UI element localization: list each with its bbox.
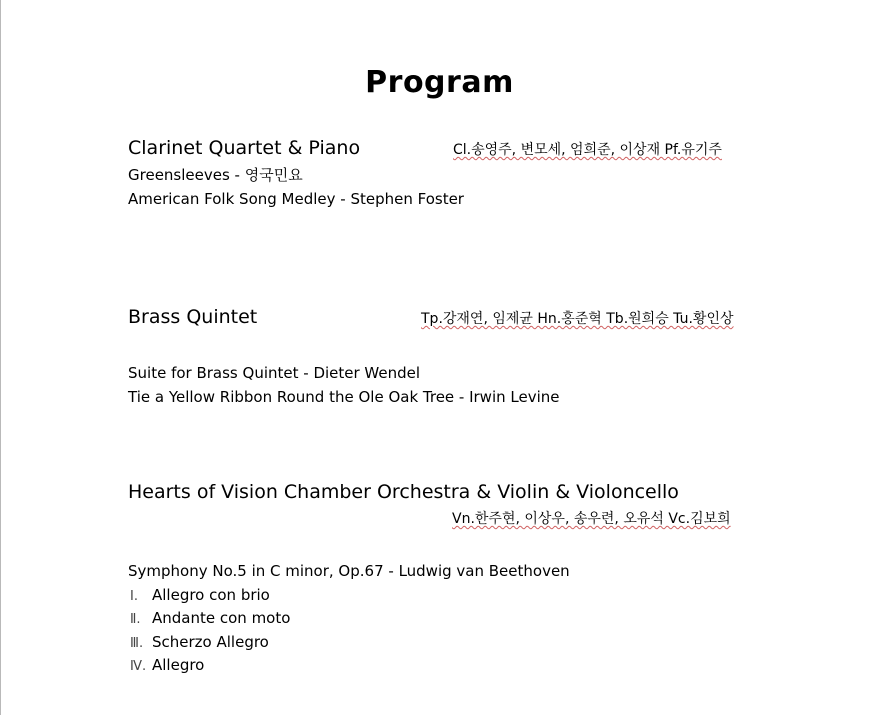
piece-suite-brass-quintet: Suite for Brass Quintet - Dieter Wendel	[128, 364, 421, 382]
section-players-clarinet: Cl.송영주, 변모세, 엄희준, 이상재 Pf.유기주	[453, 142, 722, 158]
piece-american-folk-song-medley: American Folk Song Medley - Stephen Foster	[128, 190, 464, 208]
section-players-brass: Tp.강재연, 임제균 Hn.홍준혁 Tb.원희승 Tu.황인상	[421, 311, 734, 327]
movement-name: Allegro con brio	[152, 586, 270, 604]
page-left-edge	[0, 0, 1, 715]
movement-numeral: Ⅲ.	[130, 636, 144, 651]
movement-item	[130, 655, 204, 677]
page-title: Program	[365, 65, 514, 100]
movement-item	[130, 585, 270, 607]
movement-name: Allegro	[152, 656, 205, 674]
movement-numeral: Ⅱ.	[130, 612, 141, 627]
movement-numeral: Ⅰ.	[130, 589, 138, 604]
movement-numeral: Ⅳ.	[130, 659, 147, 674]
section-players-orchestra: Vn.한주현, 이상우, 송우련, 오유석 Vc.김보희	[452, 511, 731, 527]
movement-name: Scherzo Allegro	[152, 633, 269, 651]
section-heading-brass: Brass Quintet	[128, 306, 258, 328]
movement-item	[130, 608, 290, 630]
movement-name: Andante con moto	[152, 609, 291, 627]
piece-greensleeves: Greensleeves - 영국민요	[128, 166, 303, 184]
section-heading-clarinet: Clarinet Quartet & Piano	[128, 137, 361, 159]
piece-tie-a-yellow-ribbon: Tie a Yellow Ribbon Round the Ole Oak Tree - Irwin Levine	[128, 388, 560, 406]
piece-symphony-no5: Symphony No.5 in C minor, Op.67 - Ludwig van Beethoven	[128, 562, 570, 580]
section-heading-orchestra: Hearts of Vision Chamber Orchestra & Violin & Violoncello	[128, 481, 679, 503]
movement-item	[130, 632, 269, 654]
